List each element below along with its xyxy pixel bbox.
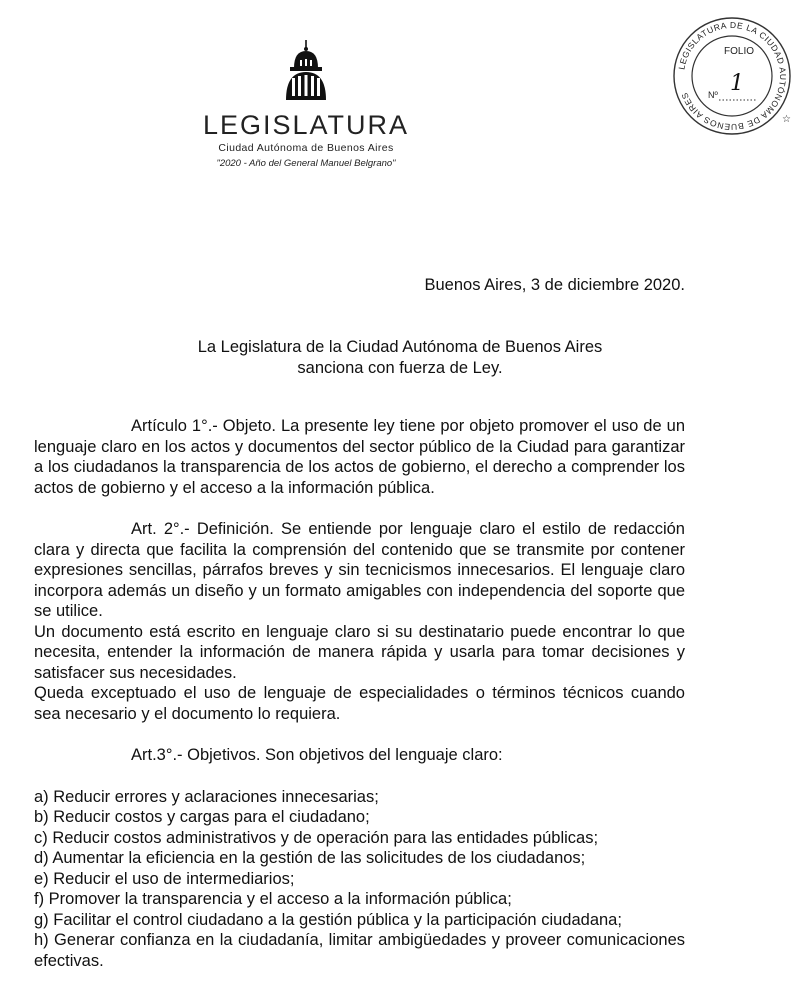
institution-header	[188, 110, 424, 171]
stamp-number-label: Nº	[708, 90, 718, 100]
list-item: h) Generar confianza en la ciudadanía, limitar ambigüedades y proveer comunicaciones efectivas.	[34, 931, 685, 970]
list-item: a) Reducir errores y aclaraciones innecesarias;	[34, 787, 379, 806]
stamp-folio-label: FOLIO	[724, 46, 755, 57]
list-item: d) Aumentar la eficiencia en la gestión de las solicitudes de los ciudadanos;	[34, 849, 586, 867]
folio-stamp	[670, 14, 794, 138]
article-2-paragraph-2: Un documento está escrito en lenguaje claro si su destinatario puede encontrar lo que necesita, entender la información de manera rápida y usarla para tomar decisiones y satisfacer sus necesidades.	[34, 622, 685, 682]
legislature-dome-logo-icon	[278, 38, 334, 102]
sanction-line-2: sanciona con fuerza de Ley.	[297, 358, 503, 377]
sanction-formula	[0, 337, 800, 378]
stamp-ring-text: LEGISLATURA DE LA CIUDAD AUTÓNOMA DE BUENOS AIRES	[676, 19, 789, 133]
list-item: c) Reducir costos administrativos y de operación para las entidades públicas;	[34, 828, 599, 847]
stamp-folio-number: 1	[730, 71, 744, 96]
list-item: e) Reducir el uso de intermediarios;	[34, 869, 295, 888]
org-name: LEGISLATURA	[202, 110, 410, 140]
article-2-paragraph-3: Queda exceptuado el uso de lenguaje de especialidades o términos técnicos cuando sea necesario y el documento lo requiera.	[34, 684, 685, 723]
list-item: f) Promover la transparencia y el acceso a la información pública;	[34, 890, 512, 908]
article-2-paragraph-1: Art. 2°.- Definición. Se entiende por lenguaje claro el estilo de redacción clara y directa que facilita la comprensión del contenido que se transmite por contener expresiones sencillas, párrafos breves y sin tecnicismos innecesarios. El lenguaje claro incorpora además un diseño y un formato amigables con independencia del soporte que se utilice.	[34, 520, 685, 620]
stamp-star-icon: ☆	[782, 114, 791, 125]
sanction-line-1: La Legislatura de la Ciudad Autónoma de Buenos Aires	[197, 338, 603, 356]
article-3-objectives-list	[34, 787, 685, 972]
date-line: Buenos Aires, 3 de diciembre 2020.	[424, 276, 685, 294]
article-1: Artículo 1°.- Objeto. La presente ley tiene por objeto promover el uso de un lenguaje claro en los actos y documentos del sector público de la Ciudad para garantizar a los ciudadanos la transparencia de los actos de gobierno, el derecho a comprender los actos de gobierno y el acceso a la información pública.	[34, 417, 685, 497]
year-motto: "2020 - Año del General Manuel Belgrano"	[216, 158, 396, 169]
article-3-intro: Art.3°.- Objetivos. Son objetivos del lenguaje claro:	[131, 746, 503, 764]
org-subtitle: Ciudad Autónoma de Buenos Aires	[218, 142, 394, 154]
law-body	[34, 416, 685, 971]
list-item: b) Reducir costos y cargas para el ciudadano;	[34, 808, 370, 826]
list-item: g) Facilitar el control ciudadano a la gestión pública y la participación ciudadana;	[34, 910, 622, 929]
